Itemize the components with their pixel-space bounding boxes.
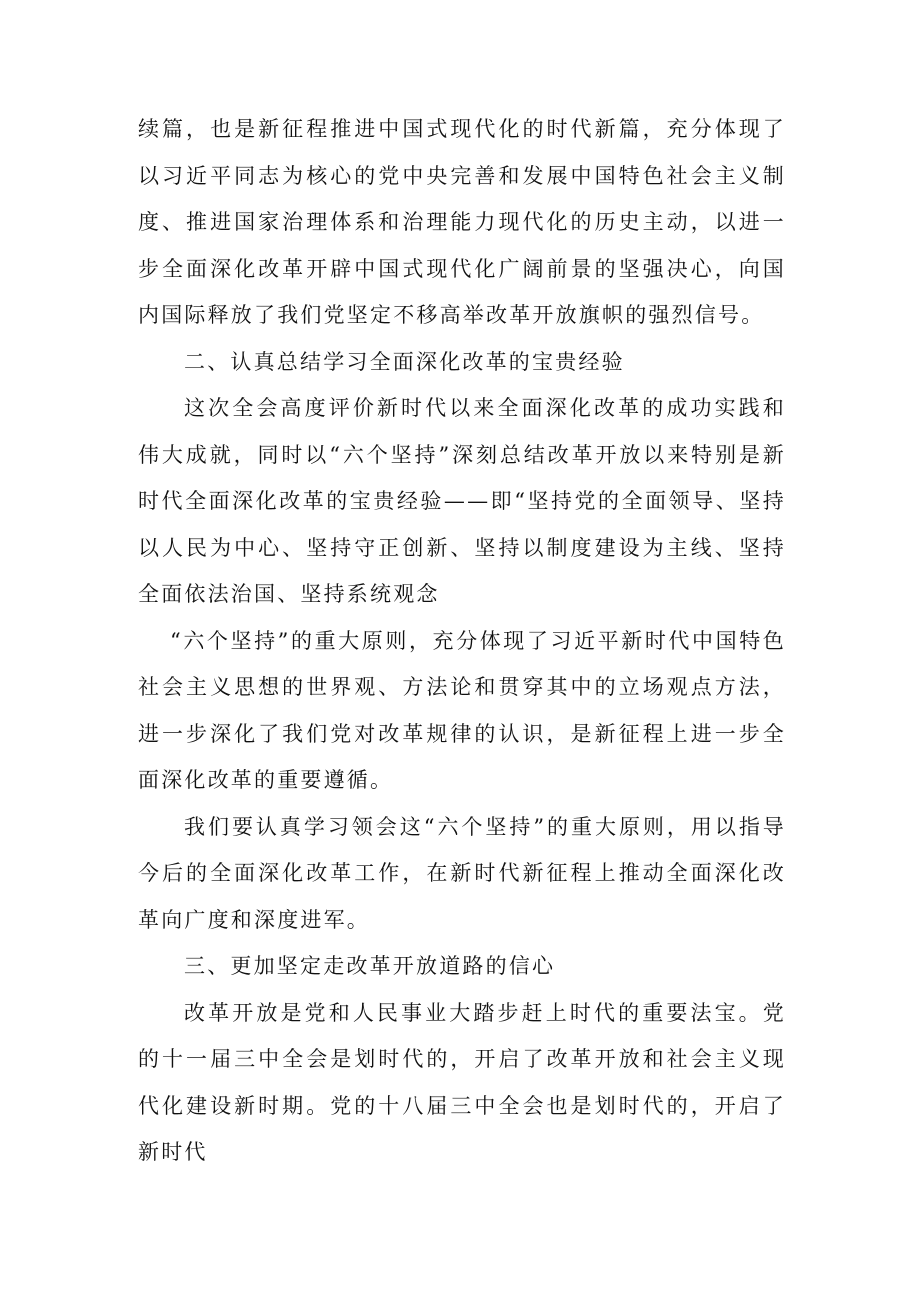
document-body <box>138 106 786 1176</box>
section-heading-three: 三、更加坚定走改革开放道路的信心 <box>184 954 556 978</box>
paragraph-study-guidance: 我们要认真学习领会这“六个坚持”的重大原则，用以指导今后的全面深化改革工作，在新时代新征程上推动全面深化改革向广度和深度进军。 <box>138 814 786 932</box>
paragraph-continuation: 续篇，也是新征程推进中国式现代化的时代新篇，充分体现了以习近平同志为核心的党中央完善和发展中国特色社会主义制度、推进国家治理体系和治理能力现代化的历史主动，以进一步全面深化改革开辟中国式现代化广阔前景的坚强决心，向国内国际释放了我们党坚定不移高举改革开放旗帜的强烈信号。 <box>138 117 786 327</box>
paragraph-six-principles: 这次全会高度评价新时代以来全面深化改革的成功实践和伟大成就，同时以“六个坚持”深刻总结改革开放以来特别是新时代全面深化改革的宝贵经验——即“坚持党的全面领导、坚持以人民为中心、坚持守正创新、坚持以制度建设为主线、坚持全面依法治国、坚持系统观念 <box>138 396 786 606</box>
paragraph-principles-significance: “六个坚持”的重大原则，充分体现了习近平新时代中国特色社会主义思想的世界观、方法论和贯穿其中的立场观点方法，进一步深化了我们党对改革规律的认识，是新征程上进一步全面深化改革的重要遵循。 <box>138 628 786 792</box>
section-heading-two: 二、认真总结学习全面深化改革的宝贵经验 <box>184 349 625 374</box>
paragraph-reform-opening: 改革开放是党和人民事业大踏步赶上时代的重要法宝。党的十一届三中全会是划时代的，开启了改革开放和社会主义现代化建设新时期。党的十八届三中全会也是划时代的，开启了新时代 <box>138 1000 786 1164</box>
